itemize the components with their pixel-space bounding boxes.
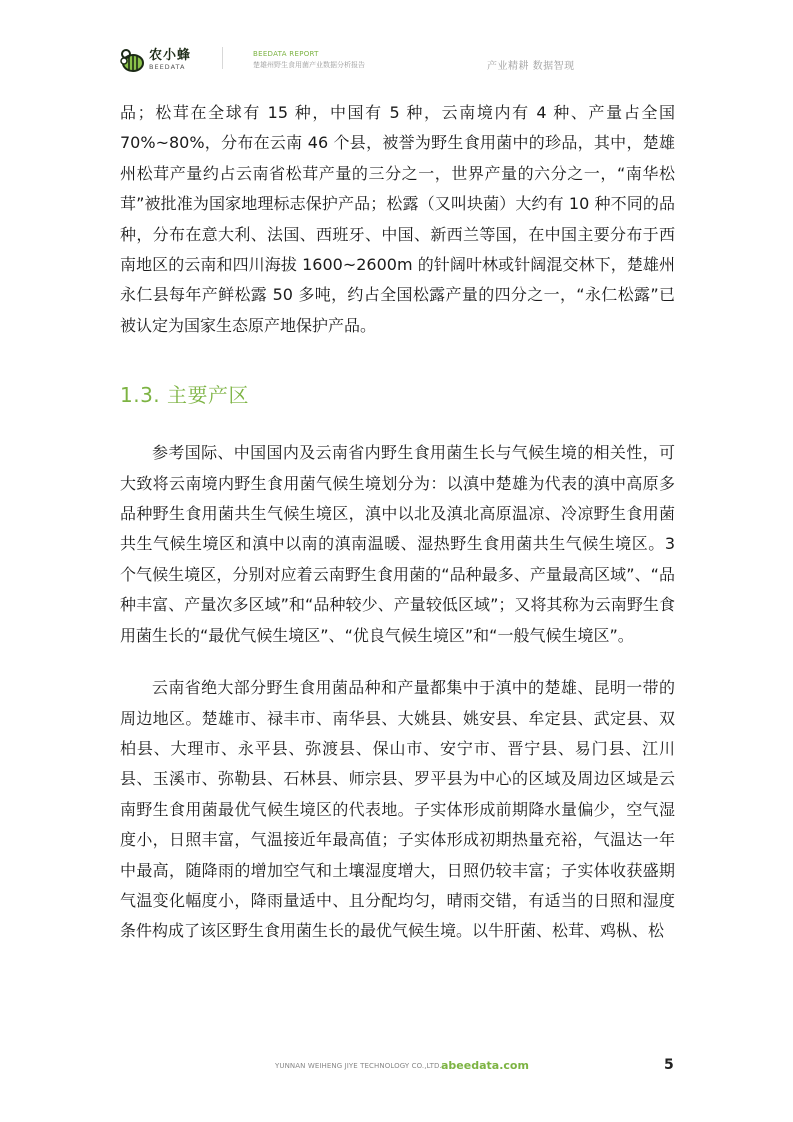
logo-name-en: BEEDATA: [149, 63, 186, 72]
body-paragraph: 参考国际、中国国内及云南省内野生食用菌生长与气候生境的相关性，可大致将云南境内野生食用菌气候生境划分为：以滇中楚雄为代表的滇中高原多品种野生食用菌共生气候生境区，滇中以北及滇北高原温凉、冷凉野生食用菌共生气候生境区和滇中以南的滇南温暖、湿热野生食用菌共生气候生境区。3 个气候生境区，分别对应着云南野生食用菌的“品种最多、产量最高区域”、“品种丰富、产量次多区域”和“品种较少、产量较低区域”；又将其称为云南野生食用菌生长的“最优气候生境区”、“优良气候生境区”和“一般气候生境区”。: [120, 443, 675, 645]
footer-website-link[interactable]: abeedata.com: [441, 1059, 529, 1072]
section-heading: 1.3. 主要产区: [120, 383, 250, 408]
page-number: 5: [664, 1057, 674, 1073]
body-paragraph: 云南省绝大部分野生食用菌品种和产量都集中于滇中的楚雄、昆明一带的周边地区。楚雄市、禄丰市、南华县、大姚县、姚安县、牟定县、武定县、双柏县、大理市、永平县、弥渡县、保山市、安宁市、晋宁县、易门县、江川县、玉溪市、弥勒县、石林县、师宗县、罗平县为中心的区域及周边区域是云南野生食用菌最优气候生境区的代表地。子实体形成前期降水量偏少，空气湿度小，日照丰富，气温接近年最高值；子实体形成初期热量充裕，气温达一年中最高，随降雨的增加空气和土壤湿度增大，日照仍较丰富；子实体收获盛期气温变化幅度小，降雨量适中、且分配均匀，晴雨交错，有适当的日照和湿度条件构成了该区野生食用菌生长的最优气候生境。以牛肝菌、松茸、鸡枞、松: [120, 678, 675, 941]
page-header: [0, 0, 793, 85]
page-body: [120, 98, 675, 947]
bee-logo-icon: [118, 46, 146, 74]
header-divider: [222, 47, 223, 69]
header-slogan: 产业精耕 数据智现: [487, 61, 575, 72]
logo-name-cn: 农小蜂: [149, 48, 192, 64]
report-title-cn: 楚雄州野生食用菌产业数据分析报告: [253, 61, 365, 69]
report-label-en: BEEDATA REPORT: [253, 50, 319, 58]
footer-company: YUNNAN WEIHENG JIYE TECHNOLOGY CO.,LTD.: [275, 1062, 442, 1070]
logo: [118, 46, 191, 74]
body-paragraph: 品；松茸在全球有 15 种，中国有 5 种，云南境内有 4 种、产量占全国 70%~80%，分布在云南 46 个县，被誉为野生食用菌中的珍品，其中，楚雄州松茸产量约占云南省松茸产量的三分之一，世界产量的六分之一，“南华松茸”被批准为国家地理标志保护产品；松露（又叫块菌）大约有 10 种不同的品种，分布在意大利、法国、西班牙、中国、新西兰等国，在中国主要分布于西南地区的云南和四川海拔 1600~2600m 的针阔叶林或针阔混交林下，楚雄州永仁县每年产鲜松露 50 多吨，约占全国松露产量的四分之一，“永仁松露”已被认定为国家生态原产地保护产品。: [120, 103, 675, 335]
